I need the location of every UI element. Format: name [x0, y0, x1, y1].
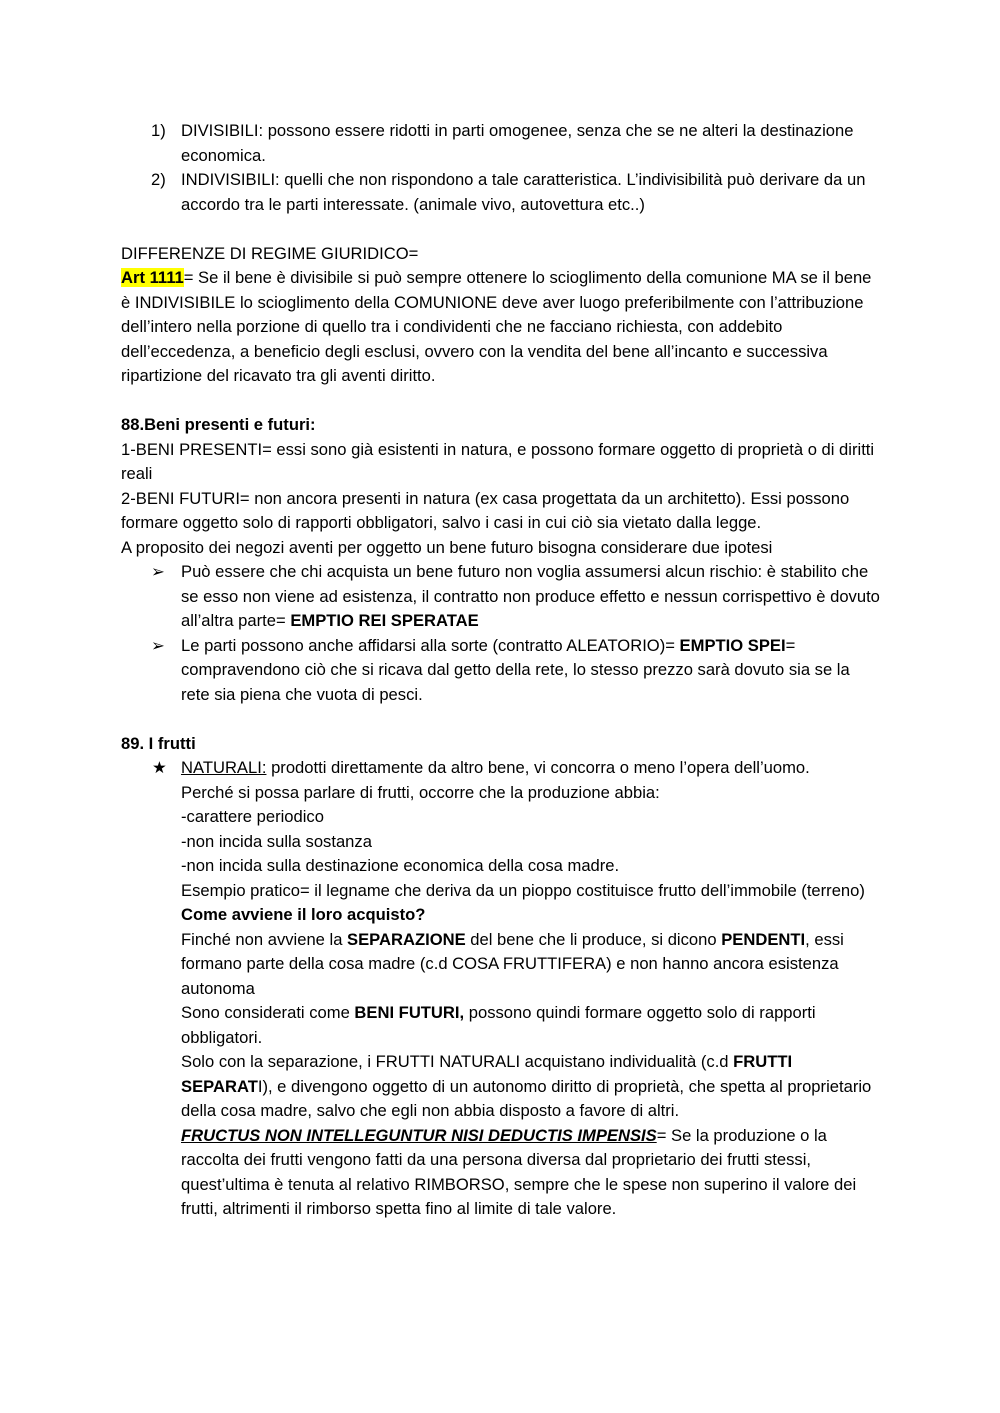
star-bullet-icon: ★ [152, 758, 167, 777]
numbered-item-1 [121, 119, 881, 168]
numbered-item-2 [121, 168, 881, 217]
art-1111-text: = Se il bene è divisibile si può sempre ottenere lo scioglimento della comunione MA se il bene è INDIVISIBILE lo scioglimento della COMUNIONE deve aver luogo preferibilmente con l’attribuzione dell’intero nella porzione di quello tra i condividenti che ne facciano richiesta, con addebito dell’eccedenza, a beneficio degli esclusi, ovvero con la vendita del bene all’incanto e successiva ripartizione del ricavato tra gli aventi diritto. [121, 268, 872, 385]
arrow-bullet-icon: ➢ [151, 635, 165, 655]
art-1111-paragraph [121, 266, 881, 389]
bullet-text: Può essere che chi acquista un bene futuro non voglia assumersi alcun rischio: è stabilito che se esso non viene ad esistenza, il contratto non produce effetto e nessun corrispettivo è dovuto all’altra parte= EMPTIO REI SPERATAE [181, 562, 880, 630]
ipotesi-intro: A proposito dei negozi aventi per oggetto un bene futuro bisogna considerare due ipotesi [121, 537, 773, 557]
page-content [121, 119, 881, 1222]
star-item-naturali [121, 756, 881, 1222]
condition-2: -non incida sulla sostanza [181, 831, 372, 851]
beni-presenti-paragraph: 1-BENI PRESENTI= essi sono già esistenti in natura, e possono formare oggetto di proprietà o di diritti reali [121, 439, 875, 483]
bullet-emptio-spei [121, 634, 881, 708]
list-number: 2) [151, 170, 166, 189]
highlighted-article-label: Art 1111 [121, 268, 184, 287]
beni-futuri-paragraph: 2-BENI FUTURI= non ancora presenti in natura (ex casa progettata da un architetto). Essi possono formare oggetto solo di rapporti obbligatori, salvo i casi in cui ciò sia vietato dalla legge. [121, 488, 850, 532]
list-number: 1) [151, 121, 166, 140]
naturali-definition: NATURALI: prodotti direttamente da altro bene, vi concorra o meno l’opera dell’uomo. [181, 758, 810, 777]
esempio-pratico: Esempio pratico= il legname che deriva da un pioppo costituisce frutto dell’immobile (terreno) [181, 880, 865, 900]
regime-heading: DIFFERENZE DI REGIME GIURIDICO= [121, 243, 419, 263]
beni-futuri-paragraph: Sono considerati come BENI FUTURI, possono quindi formare oggetto solo di rapporti obbligatori. [181, 1003, 816, 1047]
list-item-text: INDIVISIBILI: quelli che non rispondono a tale caratteristica. L’indivisibilità può derivare da un accordo tra le parti interessate. (animale vivo, autovettura etc..) [181, 170, 866, 214]
bullet-text: Le parti possono anche affidarsi alla sorte (contratto ALEATORIO)= EMPTIO SPEI= compravendono ciò che si ricava dal getto della rete, lo stesso prezzo sarà dovuto sia se la rete sia piena che vuota di pesci. [181, 635, 850, 704]
frutti-separati-paragraph: Solo con la separazione, i FRUTTI NATURALI acquistano individualità (c.d FRUTTI SEPARATI), e divengono oggetto di un autonomo diritto di proprietà, che spetta al proprietario della cosa madre, salvo che egli non abbia disposto a favore di altri. [181, 1052, 872, 1120]
section-88-title: 88.Beni presenti e futuri: [121, 415, 316, 434]
acquisto-question: Come avviene il loro acquisto? [181, 905, 426, 924]
latin-maxim: FRUCTUS NON INTELLEGUNTUR NISI DEDUCTIS IMPENSIS [181, 1125, 657, 1145]
naturali-label: NATURALI: [181, 758, 267, 777]
condition-1: -carattere periodico [181, 807, 324, 826]
frutti-intro: Perché si possa parlare di frutti, occorre che la produzione abbia: [181, 782, 660, 802]
arrow-bullet-icon: ➢ [151, 562, 165, 581]
fructus-paragraph: FRUCTUS NON INTELLEGUNTUR NISI DEDUCTIS IMPENSIS= Se la produzione o la raccolta dei frutti vengono fatti da una persona diversa dal proprietario dei frutti stessi, quest’ultima è tenuta al relativo RIMBORSO, sempre che le spese non superino il valore dei frutti, altrimenti il rimborso spetta fino al limite di tale valore. [181, 1125, 857, 1218]
bullet-emptio-rei [121, 560, 881, 634]
separazione-paragraph: Finché non avviene la SEPARAZIONE del bene che li produce, si dicono PENDENTI, essi formano parte della cosa madre (c.d COSA FRUTTIFERA) e non hanno ancora esistenza autonoma [181, 929, 844, 998]
condition-3: -non incida sulla destinazione economica della cosa madre. [181, 856, 620, 875]
section-89-title: 89. I frutti [121, 733, 196, 753]
list-item-text: DIVISIBILI: possono essere ridotti in parti omogenee, senza che se ne alteri la destinazione economica. [181, 121, 854, 165]
